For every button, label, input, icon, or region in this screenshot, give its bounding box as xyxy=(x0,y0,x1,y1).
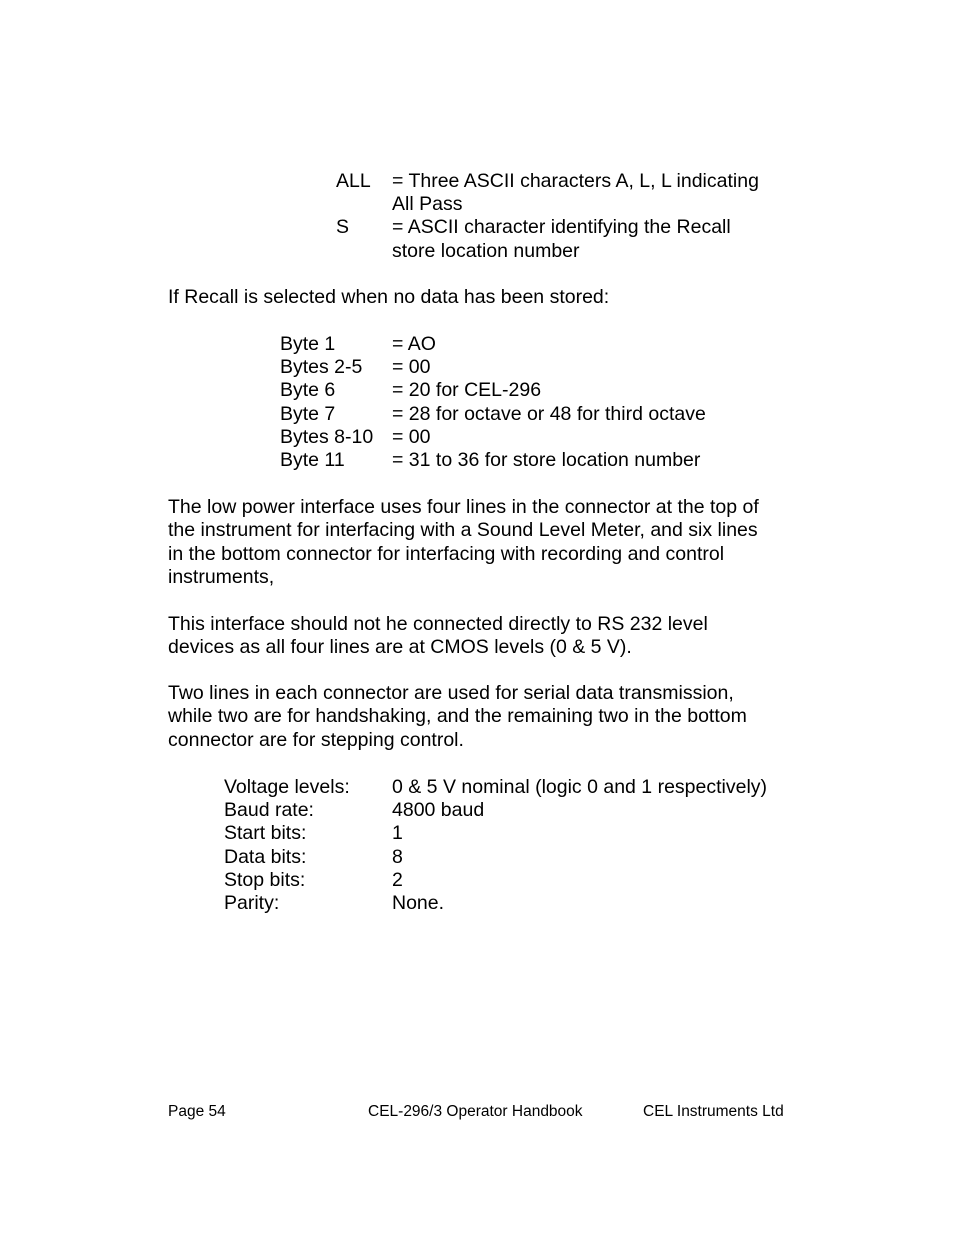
paragraph-serial-lines xyxy=(168,682,747,752)
definition-term-s: S xyxy=(336,216,350,238)
definition-text-all-line1: = Three ASCII characters A, L, L indicating xyxy=(392,170,759,192)
byte-value: = 31 to 36 for store location number xyxy=(392,449,701,471)
spec-value: 8 xyxy=(392,846,403,868)
byte-value: = 28 for octave or 48 for third octave xyxy=(392,403,706,425)
definition-text-s-line2: store location number xyxy=(392,240,580,262)
byte-label: Byte 6 xyxy=(280,379,336,401)
spec-value: 2 xyxy=(392,869,403,891)
byte-label: Bytes 8-10 xyxy=(280,426,374,448)
definition-text-all-line2: All Pass xyxy=(392,193,463,215)
paragraph-rs232-warning xyxy=(168,613,708,660)
paragraph-line: devices as all four lines are at CMOS levels (0 & 5 V). xyxy=(168,636,632,659)
spec-value: None. xyxy=(392,892,445,914)
spec-label: Voltage levels: xyxy=(224,776,350,798)
spec-label: Start bits: xyxy=(224,822,307,844)
byte-value: = 00 xyxy=(392,356,431,378)
paragraph-line: connector are for stepping control. xyxy=(168,728,464,751)
spec-label: Data bits: xyxy=(224,846,307,868)
paragraph-line: Two lines in each connector are used for serial data transmission, xyxy=(168,682,734,704)
byte-label: Byte 7 xyxy=(280,403,336,425)
spec-label: Baud rate: xyxy=(224,799,314,821)
spec-value: 0 & 5 V nominal (logic 0 and 1 respectively) xyxy=(392,776,768,798)
byte-label: Byte 1 xyxy=(280,333,336,355)
paragraph-low-power-interface xyxy=(168,496,759,589)
definition-text-s-line1: = ASCII character identifying the Recall xyxy=(392,216,731,238)
recall-intro-text: If Recall is selected when no data has been stored: xyxy=(168,286,610,308)
byte-value: = AO xyxy=(392,333,436,355)
paragraph-line: The low power interface uses four lines in the connector at the top of xyxy=(168,496,759,518)
spec-label: Stop bits: xyxy=(224,869,306,891)
byte-value: = 20 for CEL-296 xyxy=(392,379,542,401)
paragraph-line: the instrument for interfacing with a Sound Level Meter, and six lines xyxy=(168,519,758,542)
byte-value: = 00 xyxy=(392,426,431,448)
paragraph-line: instruments, xyxy=(168,565,275,588)
footer-document-title: CEL-296/3 Operator Handbook xyxy=(368,1103,583,1120)
paragraph-line: while two are for handshaking, and the remaining two in the bottom xyxy=(168,705,747,728)
paragraph-line: This interface should not he connected directly to RS 232 level xyxy=(168,613,708,635)
byte-label: Bytes 2-5 xyxy=(280,356,363,378)
spec-label: Parity: xyxy=(224,892,280,914)
spec-value: 4800 baud xyxy=(392,799,485,821)
paragraph-line: in the bottom connector for interfacing with recording and control xyxy=(168,542,725,565)
footer-company: CEL Instruments Ltd xyxy=(643,1103,784,1120)
spec-value: 1 xyxy=(392,822,403,844)
byte-label: Byte 11 xyxy=(280,449,345,471)
footer-page-number: Page 54 xyxy=(168,1103,226,1120)
definition-term-all: ALL xyxy=(336,170,371,192)
